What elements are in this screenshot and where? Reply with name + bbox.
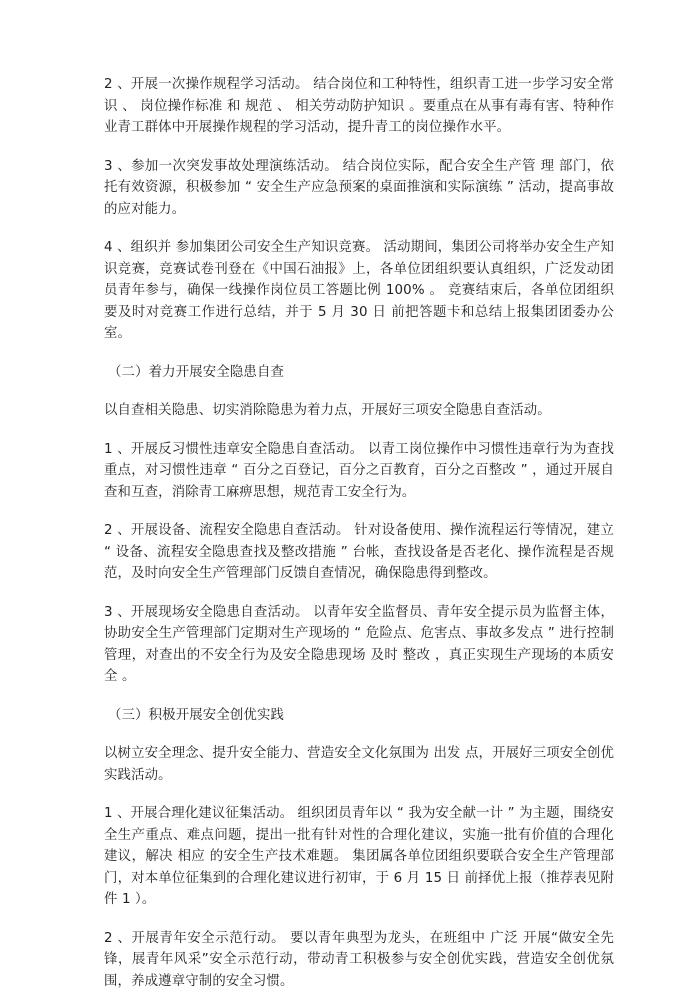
- section-heading-hazard-self-check: （二）着力开展安全隐患自查: [108, 362, 614, 384]
- paragraph-excellence-intro: 以树立安全理念、提升安全能力、营造安全文化氛围为 出发 点，开展好三项安全创优实践活动。: [104, 743, 614, 786]
- paragraph-excellence-item-2: 2 、开展青年安全示范行动。 要以青年典型为龙头，在班组中 广泛 开展“做安全先锋，展青年风采”安全示范行动，带动青工积极参与安全创优实践，营造安全创优氛围，养成遵章守制的安全习惯。: [104, 928, 614, 992]
- paragraph-item-3-emergency-drill: 3 、参加一次突发事故处理演练活动。 结合岗位实际，配合安全生产管 理 部门，依托有效资源，积极参加 “ 安全生产应急预案的桌面推演和实际演练 ” 活动，提高事故的应对能力。: [104, 156, 614, 221]
- paragraph-item-4-knowledge-contest: 4 、组织并 参加集团公司安全生产知识竞赛。 活动期间，集团公司将举办安全生产知识竞赛，竞赛试卷刊登在《中国石油报》上，各单位团组织要认真组织，广泛发动团员青年参与，确保一线操作岗位员工答题比例 100% 。 竞赛结束后，各单位团组织要及时对竞赛工作进行总结，并于 5 月 30 日 前把答题卡和总结上报集团团委办公室。: [104, 237, 614, 345]
- paragraph-hazard-item-2: 2 、开展设备、流程安全隐患自查活动。 针对设备使用、操作流程运行等情况，建立 “ 设备、流程安全隐患查找及整改措施 ” 台帐，查找设备是否老化、操作流程是否规范，及时向安全生产管理部门反馈自查情况，确保隐患得到整改。: [104, 520, 614, 585]
- paragraph-item-2-procedure-study: 2 、开展一次操作规程学习活动。 结合岗位和工种特性，组织青工进一步学习安全常识 、 岗位操作标准 和 规范 、 相关劳动防护知识 。要重点在从事有毒有害、特种作业青工群体中开展操作规程的学习活动，提升青工的岗位操作水平。: [104, 74, 614, 139]
- paragraph-hazard-intro: 以自查相关隐患、切实消除隐患为着力点，开展好三项安全隐患自查活动。: [104, 400, 614, 422]
- paragraph-hazard-item-1: 1 、开展反习惯性违章安全隐患自查活动。 以青工岗位操作中习惯性违章行为为查找重点，对习惯性违章 “ 百分之百登记，百分之百教育，百分之百整改 ” ，通过开展自查和互查，消除青工麻痹思想，规范青工安全行为。: [104, 439, 614, 504]
- paragraph-excellence-item-1: 1 、开展合理化建议征集活动。 组织团员青年以 “ 我为安全献一计 ” 为主题，围绕安全生产重点、难点问题，提出一批有针对性的合理化建议，实施一批有价值的合理化建议，解决 相应 的安全生产技术难题。 集团属各单位团组织要联合安全生产管理部门，对本单位征集到的合理化建议进行初审，于 6 月 15 日 前择优上报（推荐表见附件 1 ）。: [104, 803, 614, 911]
- section-heading-safety-excellence: （三）积极开展安全创优实践: [108, 705, 614, 727]
- paragraph-hazard-item-3: 3 、开展现场安全隐患自查活动。 以青年安全监督员、青年安全提示员为监督主体，协助安全生产管理部门定期对生产现场的 “ 危险点、危害点、事故多发点 ” 进行控制管理，对查出的不安全行为及安全隐患现场 及时 整改 ，真正实现生产现场的本质安全 。: [104, 602, 614, 688]
